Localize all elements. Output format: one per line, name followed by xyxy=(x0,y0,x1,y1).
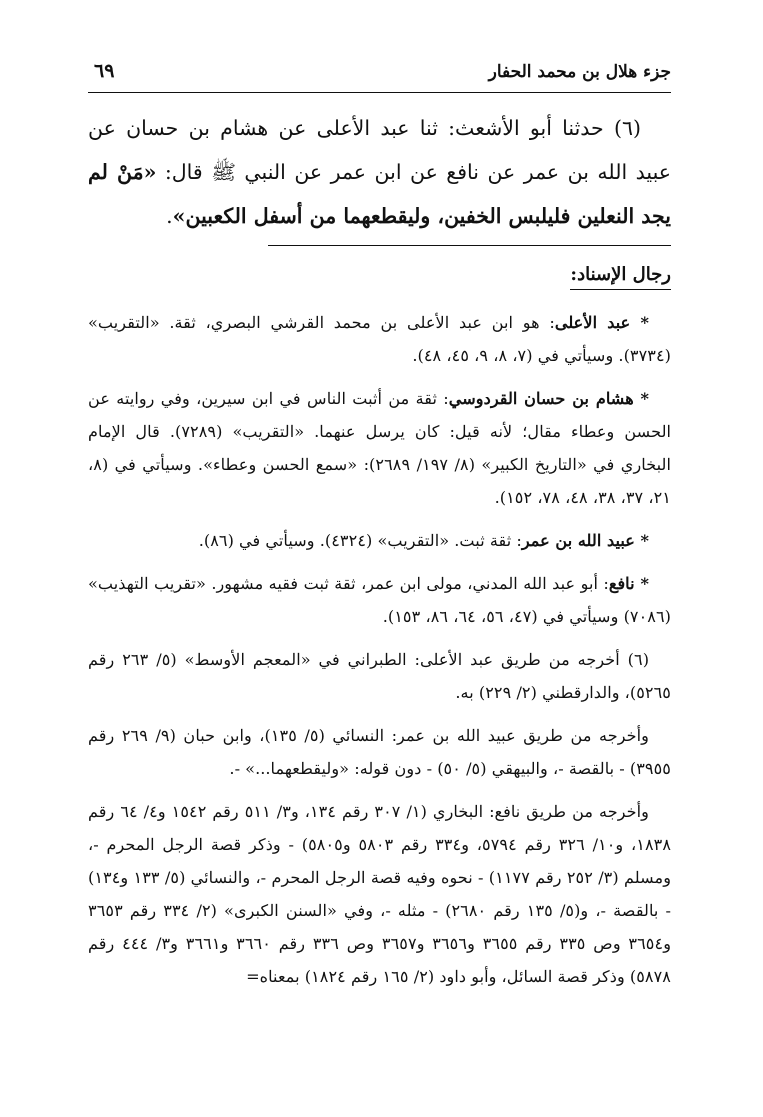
narrator-description: : أبو عبد الله المدني، مولى ابن عمر، ثقة ثبت فقيه مشهور. «تقريب التهذيب» (٧٠٨٦) وسيأتي في (٤٧، ٥٦، ٦٤، ٨٦، ١٥٣). xyxy=(88,574,671,626)
section-divider xyxy=(268,245,671,246)
narrator-name: * هشام بن حسان القردوسي xyxy=(448,389,649,408)
narrator-description: : ثقة ثبت. «التقريب» (٤٣٢٤). وسيأتي في (٨٦). xyxy=(198,531,522,550)
narrator-description: : ثقة من أثبت الناس في ابن سيرين، وفي روايته عن الحسن وعطاء مقال؛ لأنه قيل: كان يرسل عنهما. «التقريب» (٧٢٨٩). قال الإمام البخاري في «التاريخ الكبير» (٨/ ١٩٧/ ٢٦٨٩): «سمع الحسن وعطاء». وسيأتي في (٨، ٢١، ٣٧، ٣٨، ٤٨، ٧٨، ١٥٢). xyxy=(88,389,671,507)
hadith-matn: «مَنْ لم يجد النعلين فليلبس الخفين، وليقطعهما من أسفل الكعبين» xyxy=(88,160,671,228)
running-header xyxy=(88,56,671,93)
narrator-entry xyxy=(88,382,671,514)
hadith-paragraph xyxy=(88,106,671,238)
narrator-name: * عبد الأعلى xyxy=(554,313,649,332)
narrator-entry xyxy=(88,567,671,633)
hadith-end: . xyxy=(166,204,173,228)
narrator-entry xyxy=(88,524,671,557)
takhrij-paragraph: وأخرجه من طريق نافع: البخاري (١/ ٣٠٧ رقم ١٣٤، و٣/ ٥١١ رقم ١٥٤٢ و٤/ ٦٤ رقم ١٨٣٨، و١٠/ ٣٢٦ رقم ٥٧٩٤، و٣٣٤ رقم ٥٨٠٣ و٥٨٠٥) - وذكر قصة الرجل المحرم -، ومسلم (٣/ ٢٥٢ رقم ١١٧٧) - نحوه وفيه قصة الرجل المحرم -، والنسائي (٥/ ١٣٣ و١٣٤) - بالقصة -، و(٥/ ١٣٥ رقم ٢٦٨٠) - مثله -، وفي «السنن الكبرى» (٢/ ٣٣٤ رقم ٣٦٥٣ و٣٦٥٤ وص ٣٣٥ رقم ٣٦٥٥ و٣٦٥٦ و٣٦٥٧ وص ٣٣٦ رقم ٣٦٦٠ و٣٦٦١ و٣/ ٤٤٤ رقم ٥٨٧٨) وذكر قصة السائل، وأبو داود (٢/ ١٦٥ رقم ١٨٢٤) بمعناه= xyxy=(88,802,672,986)
takhrij-paragraph: وأخرجه من طريق عبيد الله بن عمر: النسائي (٥/ ١٣٥)، وابن حبان (٩/ ٢٦٩ رقم ٣٩٥٥) - بالقصة -، والبيهقي (٥/ ٥٠) - دون قوله: «وليقطعهما...» -. xyxy=(88,726,671,778)
section-title: رجال الإسناد: xyxy=(570,264,671,290)
hadith-isnad: (٦) حدثنا أبو الأشعث: ثنا عبد الأعلى عن هشام بن حسان عن عبيد الله بن عمر عن نافع عن ابن عمر عن النبي ﷺ قال: xyxy=(88,116,671,184)
footnotes xyxy=(88,306,671,993)
narrator-name: * نافع xyxy=(608,574,649,593)
page-number: ٦٩ xyxy=(94,60,115,82)
narrator-name: * عبيد الله بن عمر xyxy=(521,531,649,550)
narrator-description: : هو ابن عبد الأعلى بن محمد القرشي البصري، ثقة. «التقريب» (٣٧٣٤). وسيأتي في (٧، ٨، ٩، ٤٥، ٤٨). xyxy=(88,313,671,365)
takhrij-paragraph: (٦) أخرجه من طريق عبد الأعلى: الطبراني في «المعجم الأوسط» (٥/ ٢٦٣ رقم ٥٢٦٥)، والدارقطني (٢/ ٢٢٩) به. xyxy=(88,650,671,702)
narrator-entry xyxy=(88,306,671,372)
book-title: جزء هلال بن محمد الحفار xyxy=(488,62,671,82)
hadith-text xyxy=(88,106,671,238)
